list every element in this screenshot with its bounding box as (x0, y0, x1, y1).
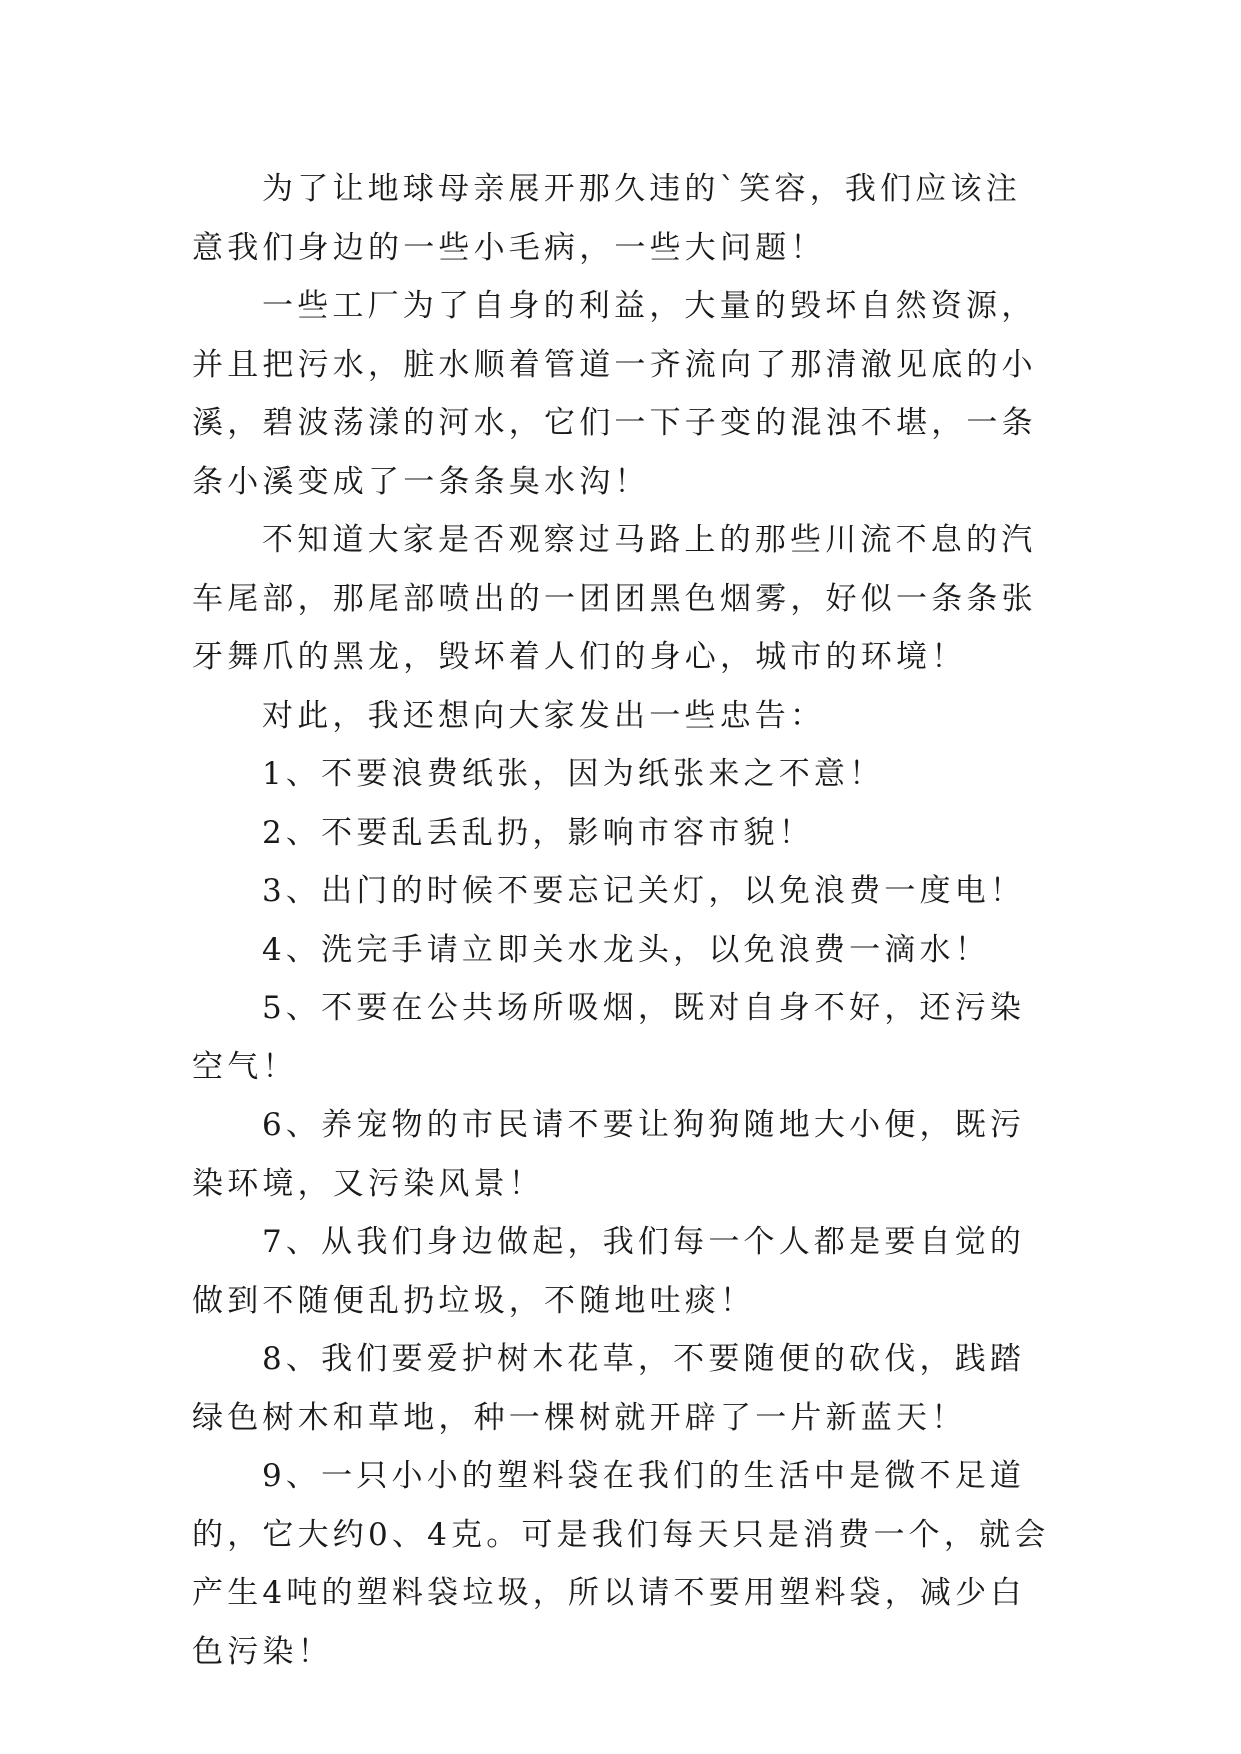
advice-item-6: 6、养宠物的市民请不要让狗狗随地大小便，既污染环境，又污染风景！ (192, 1107, 1026, 1202)
paragraph-intro: 为了让地球母亲展开那久违的`笑容，我们应该注意我们身边的一些小毛病，一些大问题！ (192, 171, 1021, 266)
advice-item-7: 7、从我们身边做起，我们每一个人都是要自觉的做到不随便乱扔垃圾，不随地吐痰！ (192, 1224, 1026, 1319)
advice-item-3: 3、出门的时候不要忘记关灯，以免浪费一度电！ (262, 873, 1026, 909)
paragraph-advice-intro: 对此，我还想向大家发出一些忠告： (262, 697, 826, 734)
paragraph-factories: 一些工厂为了自身的利益，大量的毁坏自然资源，并且把污水，脏水顺着管道一齐流向了那清澈见底的小溪，碧波荡漾的河水，它们一下子变的混浊不堪，一条条小溪变成了一条条臭水沟！ (192, 288, 1037, 500)
advice-item-1: 1、不要浪费纸张，因为纸张来之不意！ (262, 756, 885, 792)
advice-item-2: 2、不要乱丢乱扔，影响市容市貌！ (262, 814, 814, 851)
advice-item-4: 4、洗完手请立即关水龙头，以免浪费一滴水！ (262, 931, 990, 968)
document-body (192, 160, 1052, 1681)
advice-item-8: 8、我们要爱护树木花草，不要随便的砍伐，践踏绿色树木和草地，种一棵树就开辟了一片新蓝天！ (192, 1341, 1026, 1436)
advice-item-5: 5、不要在公共场所吸烟，既对自身不好，还污染空气！ (192, 990, 1026, 1085)
advice-item-9: 9、一只小小的塑料袋在我们的生活中是微不足道的，它大约0、4克。可是我们每天只是消费一个，就会产生4吨的塑料袋垃圾，所以请不要用塑料袋，减少白色污染！ (192, 1458, 1050, 1670)
paragraph-car-exhaust: 不知道大家是否观察过马路上的那些川流不息的汽车尾部，那尾部喷出的一团团黑色烟雾，好似一条条张牙舞爪的黑龙，毁坏着人们的身心，城市的环境！ (192, 522, 1037, 675)
